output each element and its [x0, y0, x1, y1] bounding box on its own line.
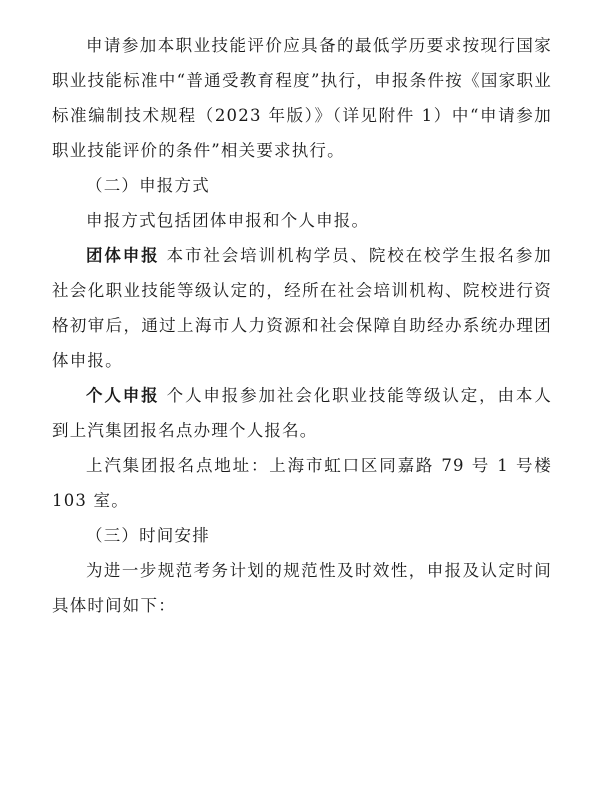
- group-application-text: 本市社会培训机构学员、院校在校学生报名参加社会化职业技能等级认定的，经所在社会培训机构、院校进行资格初审后，通过上海市人力资源和社会保障自助经办系统办理团体申报。: [52, 246, 552, 370]
- section-heading-application-method: （二）申报方式: [86, 176, 210, 195]
- individual-application-paragraph: [52, 378, 552, 448]
- registration-address-paragraph: 上汽集团报名点地址：上海市虹口区同嘉路 79 号 1 号楼 103 室。: [52, 456, 552, 510]
- group-application-paragraph: [52, 238, 552, 378]
- group-application-label: 团体申报: [86, 246, 160, 265]
- section-heading-schedule: （三）时间安排: [86, 526, 210, 545]
- individual-application-label: 个人申报: [86, 386, 160, 405]
- individual-application-text: 个人申报参加社会化职业技能等级认定，由本人到上汽集团报名点办理个人报名。: [52, 386, 552, 440]
- eligibility-paragraph: 申请参加本职业技能评价应具备的最低学历要求按现行国家职业技能标准中“普通受教育程度”执行，申报条件按《国家职业标准编制技术规程（2023 年版）》（详见附件 1）中“申请参加职业技能评价的条件”相关要求执行。: [52, 36, 552, 160]
- schedule-paragraph: 为进一步规范考务计划的规范性及时效性，申报及认定时间具体时间如下：: [52, 561, 552, 615]
- application-method-paragraph: 申报方式包括团体申报和个人申报。: [86, 211, 370, 230]
